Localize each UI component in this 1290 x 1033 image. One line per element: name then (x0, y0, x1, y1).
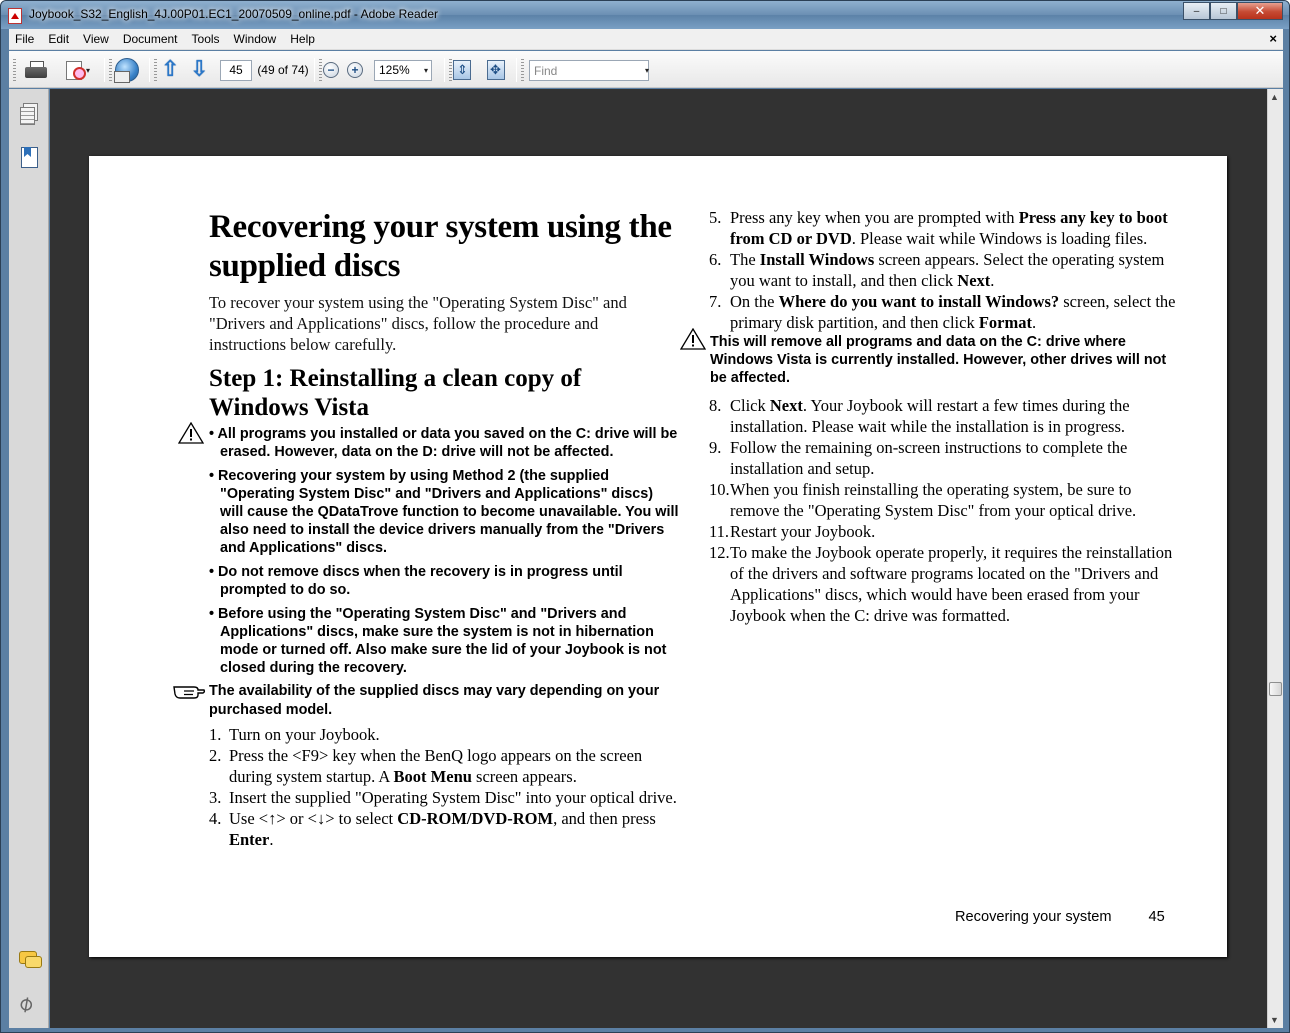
toolbar-separator (149, 58, 150, 82)
note-text: The availability of the supplied discs may vary depending on your purchased model. (209, 683, 660, 718)
toolbar-separator (444, 58, 445, 82)
find-wrap (527, 58, 651, 82)
toolbar-separator (314, 58, 315, 82)
step-text: Turn on your Joybook. (229, 725, 380, 744)
toolbar-grip[interactable] (109, 59, 112, 81)
toolbar-grip[interactable] (13, 59, 16, 81)
zoom-in-icon: + (347, 62, 363, 78)
maximize-button[interactable]: □ (1210, 2, 1237, 20)
step-item (209, 808, 679, 850)
step-text: The (730, 250, 760, 269)
steps-list-right-bottom (709, 395, 1179, 626)
step-item (709, 542, 1179, 626)
format-warning-text: This will remove all programs and data on the C: drive where Windows Vista is currently installed. However, other drives will not be affected. (710, 334, 1167, 386)
collaborate-button[interactable] (113, 58, 141, 82)
warning-bullet: • Do not remove discs when the recovery is in progress until prompted to do so. (209, 564, 623, 598)
step-bold-term: Next (957, 271, 991, 290)
step-bold-term: Install Windows (759, 250, 875, 269)
steps-list-left (209, 724, 679, 850)
attachments-paperclip-icon[interactable]: ⌀ (12, 989, 38, 1018)
window-controls (1183, 2, 1283, 20)
zoom-out-button[interactable] (322, 58, 340, 82)
step-bold-term: Where do you want to install Windows? (778, 292, 1060, 311)
step-text: Click (730, 396, 770, 415)
intro-paragraph: To recover your system using the "Operating System Disc" and "Drivers and Applications" discs, follow the procedure and instructions below carefully. (209, 293, 627, 354)
page-count-wrap (256, 58, 310, 82)
scroll-down-arrow-icon[interactable]: ▼ (1270, 1015, 1279, 1025)
navigation-pane (9, 89, 49, 1028)
step-item (709, 479, 1179, 521)
step-number: 9. (709, 438, 722, 457)
close-button[interactable]: ✕ (1237, 2, 1283, 20)
scrollbar-thumb[interactable] (1269, 682, 1282, 696)
warning-bullet: • Recovering your system by using Method 2 (the supplied "Operating System Disc" and "Drivers and Applications" discs) will cause the QDataTrove function to become unavailable. You will also need to install the device drivers manually from the "Drivers and Applications" discs. (209, 468, 679, 556)
step-bold-term: CD-ROM/DVD-ROM (397, 809, 554, 828)
minimize-button[interactable]: ‒ (1183, 2, 1210, 20)
fit-page-button[interactable] (485, 58, 507, 82)
toolbar-grip[interactable] (521, 59, 524, 81)
page-title: Recovering your system using the supplied discs (209, 209, 672, 284)
step-text: Follow the remaining on-screen instructions to complete the installation and setup. (730, 438, 1128, 478)
right-column (709, 207, 1179, 626)
fit-width-button[interactable] (451, 58, 473, 82)
pdf-file-icon (8, 8, 22, 24)
toolbar (9, 51, 1283, 88)
step-text: . (1031, 313, 1037, 332)
step-item (209, 745, 679, 787)
previous-page-button[interactable] (160, 58, 184, 82)
step-text: . Please wait while Windows is loading files. (851, 229, 1148, 248)
page-footer (955, 909, 1165, 925)
page-number-input-wrap (219, 58, 253, 82)
zoom-in-button[interactable] (346, 58, 364, 82)
step-text: Restart your Joybook. (730, 522, 876, 541)
step-number: 8. (709, 396, 722, 415)
toolbar-separator (104, 58, 105, 82)
step-number: 11. (709, 522, 730, 541)
bookmarks-panel-icon[interactable] (19, 147, 39, 169)
step-item (709, 207, 1179, 249)
menu-tools[interactable]: Tools (191, 32, 220, 46)
step-number: 12. (709, 543, 730, 562)
step-text: To make the Joybook operate properly, it requires the reinstallation of the drivers and software programs located on the "Drivers and Applications" discs, which would have been erased from your Joybook when the C: drive was formatted. (730, 543, 1173, 625)
step-text: screen, select the primary disk partition, and then click (730, 292, 1176, 332)
step-number: 2. (209, 746, 222, 765)
step-item (709, 291, 1179, 333)
dropdown-arrow-icon: ▾ (85, 65, 90, 75)
step-number: 10. (709, 480, 730, 499)
pointing-hand-icon (172, 682, 206, 700)
footer-section-title: Recovering your system (955, 909, 1112, 925)
pdf-page (89, 156, 1227, 957)
warning-triangle-icon (178, 422, 204, 444)
title-bar (1, 1, 1289, 29)
menu-bar (9, 29, 1283, 50)
step-text: On the (730, 292, 779, 311)
menu-window[interactable]: Window (233, 32, 277, 46)
search-document-button[interactable] (59, 58, 95, 82)
step-bold-term: Press any key to boot from CD or DVD (730, 208, 1168, 248)
step-bold-term: Enter (229, 830, 270, 849)
menu-view[interactable]: View (83, 32, 109, 46)
step-heading: Step 1: Reinstalling a clean copy of Windows Vista (209, 365, 582, 421)
find-input[interactable]: Find (529, 60, 649, 81)
toolbar-separator (516, 58, 517, 82)
step-item (709, 249, 1179, 291)
page-number-input[interactable]: 45 (220, 60, 252, 81)
warning-bullet: • Before using the "Operating System Disc" and "Drivers and Applications" discs, make sure the system is not in hibernation mode or turned off. Also make sure the lid of your Joybook is not closed during the recovery. (209, 606, 667, 676)
find-options-button[interactable] (641, 58, 653, 82)
window-title: Joybook_S32_English_4J.00P01.EC1_20070509_online.pdf - Adobe Reader (29, 7, 438, 21)
step-bold-term: Next (769, 396, 803, 415)
warning-bullet: • All programs you installed or data you saved on the C: drive will be erased. However, data on the D: drive will not be affected. (209, 426, 678, 460)
print-button[interactable] (23, 58, 49, 82)
step-text: . (269, 830, 274, 849)
step-text: When you finish reinstalling the operating system, be sure to remove the "Operating System Disc" from your optical drive. (730, 480, 1137, 520)
globe-icon (115, 58, 139, 82)
step-text: screen appears. (471, 767, 577, 786)
menu-edit[interactable]: Edit (48, 32, 70, 46)
footer-page-number: 45 (1148, 909, 1165, 925)
step-text: , and then press (553, 809, 656, 828)
step-bold-term: Format (978, 313, 1032, 332)
dropdown-arrow-icon: ▾ (644, 65, 649, 75)
arrow-down-icon: ⇩ (190, 56, 209, 81)
step-text: Use <↑> or <↓> to select (229, 809, 398, 828)
left-column (209, 208, 679, 850)
dropdown-arrow-icon: ▾ (423, 65, 428, 75)
step-number: 5. (709, 208, 722, 227)
search-document-icon (64, 60, 86, 80)
step-number: 3. (209, 788, 222, 807)
pages-panel-icon[interactable] (19, 103, 39, 125)
next-page-button[interactable] (189, 58, 213, 82)
format-warning (710, 333, 1179, 387)
step-number: 6. (709, 250, 722, 269)
step-item (709, 437, 1179, 479)
zoom-wrap (373, 58, 433, 82)
document-viewport[interactable] (50, 89, 1267, 1028)
close-document-button[interactable]: × (1269, 31, 1277, 46)
step-text: Press any key when you are prompted with (730, 208, 1019, 227)
printer-icon (25, 61, 47, 79)
page-count: (49 of 74) (257, 63, 309, 77)
step-item (209, 787, 679, 808)
step-text: screen appears. Select the operating system you want to install, and then click (730, 250, 1165, 290)
fit-width-icon (453, 60, 471, 80)
step-number: 4. (209, 809, 222, 828)
vertical-scrollbar[interactable] (1267, 89, 1283, 1028)
zoom-value: 125% (379, 63, 410, 77)
step-bold-term: Boot Menu (393, 767, 472, 786)
step-text: Press the <F9> key when the BenQ logo appears on the screen during system startup. A (229, 746, 643, 786)
step-item (709, 395, 1179, 437)
warning-block (209, 425, 679, 677)
toolbar-grip[interactable] (154, 59, 157, 81)
fit-page-icon (487, 60, 505, 80)
step-item (709, 521, 1179, 542)
comments-panel-icon[interactable] (19, 949, 39, 971)
zoom-out-icon: − (323, 62, 339, 78)
note-block (209, 682, 679, 720)
step-number: 7. (709, 292, 722, 311)
step-text: . (990, 271, 995, 290)
step-item (209, 724, 679, 745)
step-text: Insert the supplied "Operating System Disc" into your optical drive. (229, 788, 677, 807)
arrow-up-icon: ⇧ (161, 56, 180, 81)
scroll-up-arrow-icon[interactable]: ▲ (1270, 92, 1279, 102)
steps-list-right-top (709, 207, 1179, 333)
zoom-select[interactable] (374, 60, 432, 81)
step-number: 1. (209, 725, 222, 744)
menu-help[interactable]: Help (290, 32, 315, 46)
menu-file[interactable]: File (15, 32, 35, 46)
step-text: . Your Joybook will restart a few times during the installation. Please wait while the installation is in progress. (730, 396, 1130, 436)
menu-document[interactable]: Document (122, 32, 178, 46)
warning-triangle-icon (680, 328, 706, 350)
